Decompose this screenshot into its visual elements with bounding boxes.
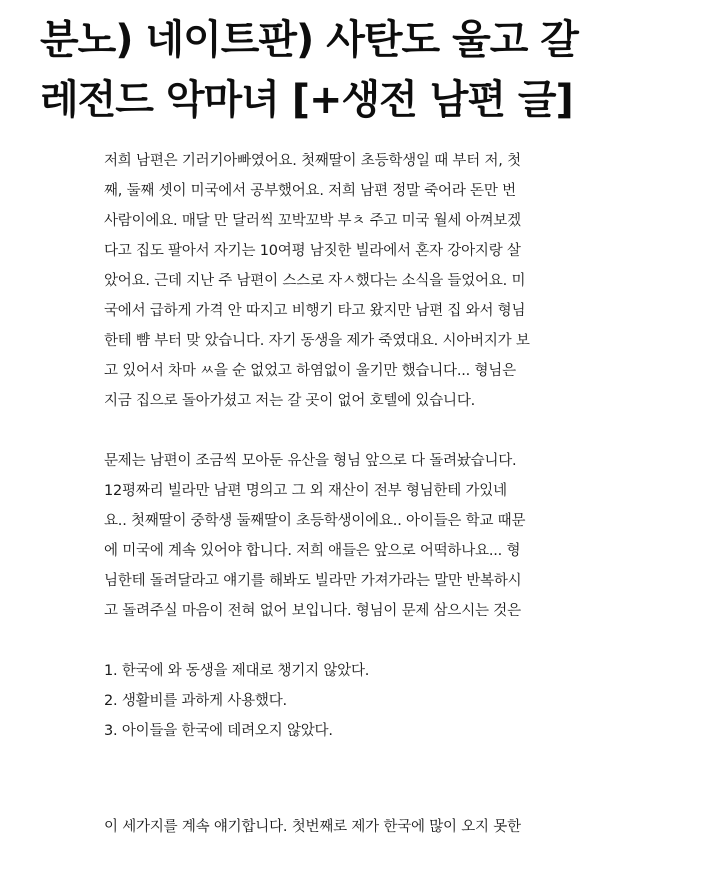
paragraph-gap	[104, 626, 624, 656]
article-title	[40, 10, 680, 130]
paragraph-2-line: 고 돌려주실 마음이 전혀 없어 보입니다. 형님이 문제 삼으시는 것은	[104, 603, 521, 619]
paragraph-1-line: 국에서 급하게 가격 안 따지고 비행기 타고 왔지만 남편 집 와서 형님	[104, 303, 526, 319]
title-line-2: 레전드 악마녀 [+생전 남편 글]	[40, 77, 573, 123]
paragraph-1-line: 다고 집도 팔아서 자기는 10여평 남짓한 빌라에서 혼자 강아지랑 살	[104, 243, 521, 259]
paragraph-1-line: 지금 집으로 돌아가셨고 저는 갈 곳이 없어 호텔에 있습니다.	[104, 393, 476, 409]
title-line-1: 분노) 네이트판) 사탄도 울고 갈	[40, 17, 578, 63]
paragraph-1-line: 사람이에요. 매달 만 달러씩 꼬박꼬박 부ㅊ 주고 미국 월세 아껴보겠	[104, 213, 521, 229]
complaint-list	[104, 656, 624, 746]
paragraph-2-line: 님한테 돌려달라고 얘기를 해봐도 빌라만 가져가라는 말만 반복하시	[104, 573, 522, 589]
paragraph-1-line: 째, 둘째 셋이 미국에서 공부했어요. 저희 남편 정말 죽어라 돈만 번	[104, 183, 516, 199]
paragraph-2-line: 12평짜리 빌라만 남편 명의고 그 외 재산이 전부 형님한테 가있네	[104, 483, 507, 499]
paragraph-1-line: 한테 뺨 부터 맞 았습니다. 자기 동생을 제가 죽였대요. 시아버지가 보	[104, 333, 530, 349]
article-body	[104, 146, 624, 842]
paragraph-2-line: 에 미국에 계속 있어야 합니다. 저희 애들은 앞으로 어떡하나요... 형	[104, 543, 521, 559]
paragraph-2-line: 요.. 첫째딸이 중학생 둘째딸이 초등학생이에요.. 아이들은 학교 때문	[104, 513, 526, 529]
paragraph-2	[104, 446, 624, 626]
paragraph-gap	[104, 746, 624, 812]
paragraph-gap	[104, 416, 624, 446]
paragraph-3	[104, 812, 624, 842]
list-item: 1. 한국에 와 동생을 제대로 챙기지 않았다.	[104, 663, 370, 679]
paragraph-2-line: 문제는 남편이 조금씩 모아둔 유산을 형님 앞으로 다 돌려놨습니다.	[104, 453, 517, 469]
paragraph-1-line: 저희 남편은 기러기아빠였어요. 첫째딸이 초등학생일 때 부터 저, 첫	[104, 153, 521, 169]
list-item: 2. 생활비를 과하게 사용했다.	[104, 693, 287, 709]
paragraph-1	[104, 146, 624, 416]
paragraph-1-line: 고 있어서 차마 ㅆ을 순 없었고 하염없이 울기만 했습니다... 형님은	[104, 363, 516, 379]
paragraph-3-line: 이 세가지를 계속 얘기합니다. 첫번째로 제가 한국에 많이 오지 못한	[104, 819, 521, 835]
paragraph-1-line: 았어요. 근데 지난 주 남편이 스스로 자ㅅ했다는 소식을 들었어요. 미	[104, 273, 526, 289]
list-item: 3. 아이들을 한국에 데려오지 않았다.	[104, 723, 333, 739]
